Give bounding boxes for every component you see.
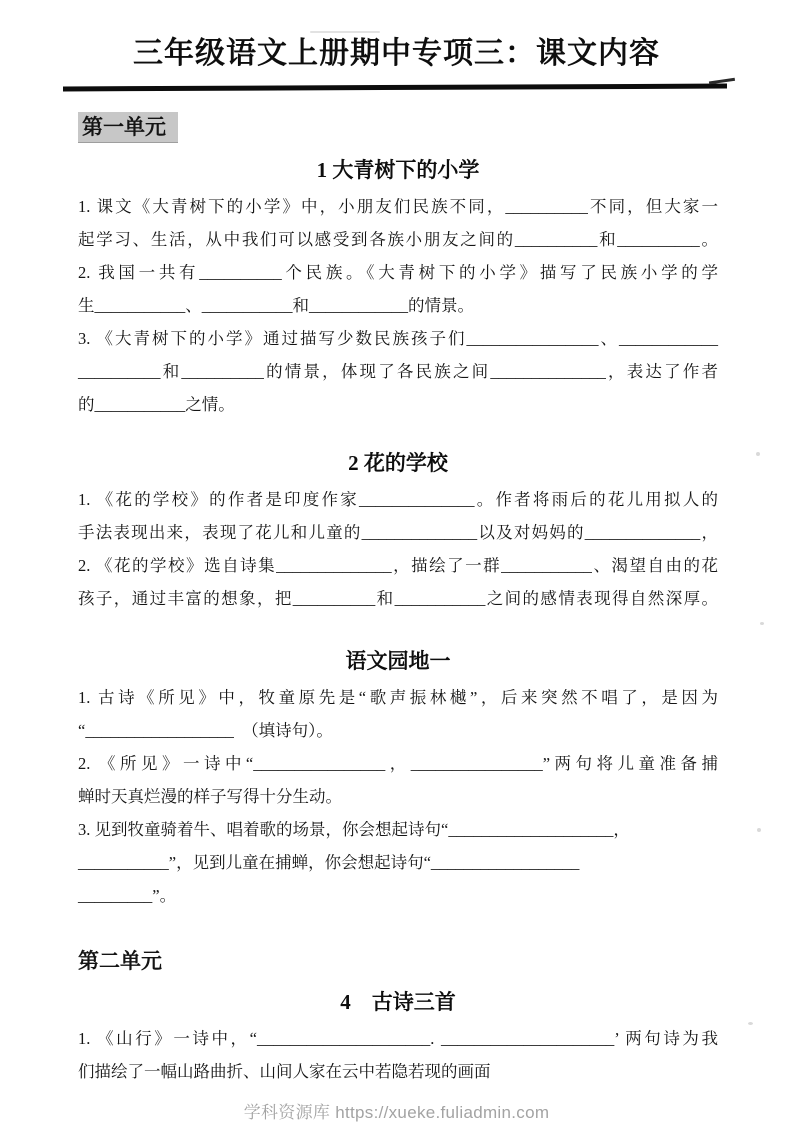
question-line: 3. 见到牧童骑着牛、唱着歌的场景，你会想起诗句“____________________， <box>78 819 630 839</box>
page-title: 三年级语文上册期中专项三：课文内容 <box>133 37 660 70</box>
unit2-label: 第二单元 <box>78 948 162 973</box>
lesson4-questions <box>78 1022 718 1088</box>
unit2-content <box>78 986 718 1088</box>
question-line: 孩子，通过丰富的想象，把__________和___________之间的感情表现得自然深厚。 <box>78 588 718 608</box>
question-line: 2. 我国一共有__________个民族。《大青树下的小学》描写了民族小学的学 <box>78 262 718 282</box>
lesson2-questions <box>78 483 718 615</box>
question-line: 1. 古诗《所见》中，牧童原先是“歌声振林樾”，后来突然不唱了，是因为 <box>78 687 718 707</box>
scan-artifact <box>757 828 761 832</box>
lesson1-questions <box>78 190 718 421</box>
question-line: 生___________、___________和____________的情景。 <box>78 295 474 315</box>
question-line: 2. 《花的学校》选自诗集______________，描绘了一群___________、渴望自由的花 <box>78 555 718 575</box>
lesson1-heading: 1 大青树下的小学 <box>316 157 480 182</box>
question-line: 2. 《所见》一诗中“________________，________________”两句将儿童准备捕 <box>78 753 718 773</box>
unit-2-section <box>0 912 793 1088</box>
question-line: 起学习、生活，从中我们可以感受到各族小朋友之间的__________和__________。 <box>78 229 718 249</box>
question-line: 1. 《山行》一诗中，“_____________________. _____________________’ 两句诗为我 <box>78 1029 718 1048</box>
question-line: “__________________ （填诗句）。 <box>78 720 333 740</box>
question-line: __________和__________的情景，体现了各民族之间______________，表达了作者 <box>78 361 718 381</box>
footer-watermark: 学科资源库 https://xueke.fuliadmin.com <box>243 1103 550 1122</box>
scan-artifact <box>760 622 764 625</box>
unit1-label: 第一单元 <box>78 112 178 142</box>
question-line: 1. 《花的学校》的作者是印度作家______________。作者将雨后的花儿用拟人的 <box>78 489 718 509</box>
garden1-heading: 语文园地一 <box>345 648 451 673</box>
question-line: 的___________之情。 <box>78 394 235 414</box>
unit-1-section <box>0 90 793 912</box>
question-line: 手法表现出来，表现了花儿和儿童的______________以及对妈妈的______________， <box>78 522 718 542</box>
unit1-content <box>78 154 718 912</box>
question-line: _________”。 <box>78 885 177 905</box>
lesson4-heading: 4 古诗三首 <box>340 990 456 1014</box>
question-line: 蝉时天真烂漫的样子写得十分生动。 <box>78 786 342 806</box>
question-line: 3. 《大青树下的小学》通过描写少数民族孩子们________________、____________ <box>78 328 718 348</box>
question-line: 1. 课文《大青树下的小学》中，小朋友们民族不同，__________不同，但大家一 <box>78 196 718 216</box>
lesson2-heading: 2 花的学校 <box>348 450 448 475</box>
scan-artifact <box>756 452 760 456</box>
scan-artifact <box>748 1022 753 1025</box>
question-line: 们描绘了一幅山路曲折、山间人家在云中若隐若现的画面 <box>78 1062 491 1081</box>
question-line: ___________”，见到儿童在捕蝉，你会想起诗句“__________________ <box>78 852 580 872</box>
garden1-questions <box>78 681 718 912</box>
scan-artifact <box>310 31 380 33</box>
